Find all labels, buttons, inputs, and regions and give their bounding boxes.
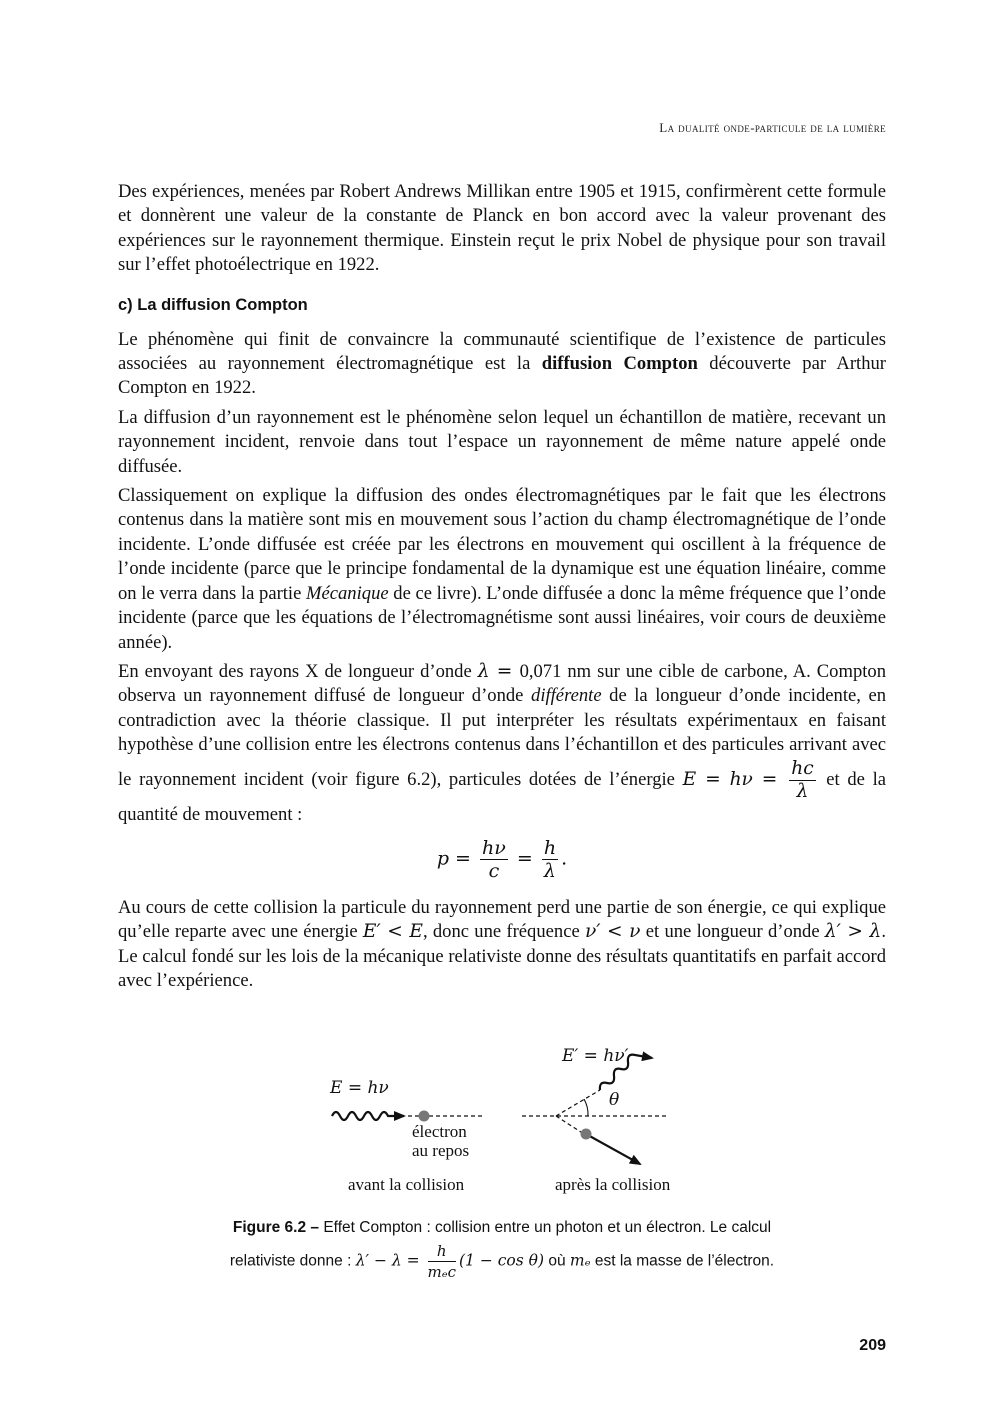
fraction-hnu-c: [480, 837, 508, 882]
running-head: [659, 120, 886, 136]
math-frequency-inequality: ν′ < ν: [584, 921, 641, 943]
after-collision-label: après la collision: [555, 1175, 671, 1194]
text-run: de la longueur d’onde incidente, en contradiction avec la théorie classique. Il put interpréter les résultats expérimentaux en faisant hypothèse d’une collision entre les électrons contenus dans l’échantillon et des particules arrivant avec le rayonnement incident (voir figure 6.2), particules dotées de l’énergie: [118, 685, 887, 790]
caption-line-2: [150, 1241, 854, 1282]
fraction-numerator: hν: [482, 836, 506, 859]
caption-text: où: [544, 1252, 570, 1270]
math-equals: =: [510, 847, 539, 870]
text-run: Classiquement on explique la diffusion des ondes électromagnétiques par le fait que les électrons contenus dans la matière sont mis en mouvement sous l’action du champ électromagnétique de l’onde incidente. L’onde diffusée est créée par les électrons en mouvement qui oscillent à la fréquence de l’onde incidente (parce que le principe fondamental de la dynamique est une équation linéaire, comme on le verra dans la partie: [118, 485, 886, 604]
math-lambda: λ =: [477, 660, 520, 682]
scattered-energy-label: E′ = hν′: [562, 1046, 629, 1066]
scattering-angle-arc: [584, 1099, 588, 1116]
caption-fraction: [428, 1241, 456, 1282]
photon-direction-dashed: [556, 1090, 600, 1116]
math-energy-inequality: E′ < E: [362, 921, 423, 943]
fraction-denominator: mₑc: [427, 1263, 456, 1281]
running-title: La dualité onde-particule de la lumière: [659, 120, 886, 135]
electron-at-rest: [419, 1111, 430, 1122]
fraction-numerator: hc: [791, 757, 814, 779]
fraction-hc-lambda: [789, 758, 815, 803]
caption-math-rhs: (1 − cos θ): [458, 1251, 545, 1270]
text-run: En envoyant des rayons X de longueur d’onde: [118, 660, 478, 682]
before-collision-label: avant la collision: [348, 1175, 465, 1194]
fraction-denominator: λ: [796, 780, 809, 802]
angle-label: θ: [609, 1090, 620, 1110]
math-energy: E = hν =: [682, 768, 787, 790]
paragraph-experiment: [118, 660, 886, 827]
text-run: , donc une fréquence: [422, 921, 585, 943]
recoil-electron-arrow: [586, 1134, 640, 1164]
section-title: c) La diffusion Compton: [118, 295, 308, 314]
text-run: Au cours de cette collision la particule du rayonnement perd une partie de son énergie, ce qui explique qu’elle reparte avec une énergie: [118, 896, 886, 943]
caption-math-lhs: λ′ − λ =: [355, 1251, 425, 1270]
paragraph-classical: [118, 484, 886, 655]
compton-figure: [300, 1040, 720, 1215]
incident-energy-label: E = hν: [330, 1078, 389, 1098]
bold-term: diffusion Compton: [541, 353, 698, 375]
text-run: sur une cible de carbone, A. Compton observa un rayonnement diffusé de longueur d’onde: [118, 660, 887, 707]
paragraph-definition: La diffusion d’un rayonnement est le phénomène selon lequel un échantillon de matière, recevant un rayonnement incident, renvoie dans tout l’espace un rayonnement de même nature appelé onde diffusée.: [118, 406, 886, 477]
fraction-denominator: c: [488, 859, 500, 882]
italic-term: différente: [531, 685, 602, 707]
text-run: de ce livre). L’onde diffusée a donc la même fréquence que l’onde incidente (parce que les équations de l’électromagnétisme sont aussi linéaires, voir cours de deuxième année).: [118, 582, 886, 653]
momentum-equation: [118, 837, 886, 882]
math-p: p =: [436, 847, 478, 870]
electron-label: électron: [412, 1122, 467, 1141]
text-run: découverte par Arthur Compton en 1922.: [118, 353, 886, 399]
caption-label: Figure 6.2 –: [232, 1219, 320, 1236]
math-wavelength-inequality: λ′ > λ: [824, 921, 882, 943]
text-run: et une longueur d’onde: [640, 921, 825, 943]
italic-term: Mécanique: [306, 582, 389, 604]
text-run: . Le calcul fondé sur les lois de la mécanique relativiste donne des résultats quantitatifs en parfait accord avec l’expérience.: [118, 921, 886, 992]
text-run: et de la quantité de mouvement :: [118, 768, 886, 825]
caption-text: Effet Compton : collision entre un photon et un électron. Le calcul: [323, 1219, 772, 1236]
caption-line-1: [150, 1215, 854, 1241]
fraction-h-lambda: [542, 837, 558, 882]
wavelength-value: 0,071 nm: [519, 660, 592, 682]
math-period: .: [561, 847, 568, 870]
fraction-numerator: h: [428, 1241, 456, 1262]
fraction-numerator: h: [543, 836, 557, 859]
figure-caption: [150, 1215, 854, 1282]
recoil-electron: [581, 1129, 592, 1140]
incident-photon-wave: [332, 1112, 404, 1120]
body-text: [118, 180, 886, 999]
page-number: 209: [859, 1337, 886, 1354]
paragraph-collision: [118, 896, 886, 994]
caption-mass-symbol: mₑ: [569, 1251, 591, 1270]
text-run: Le phénomène qui finit de convaincre la communauté scientifique de l’existence de particules associées au rayonnement électromagnétique est la: [118, 328, 886, 375]
paragraph-millikan: Des expériences, menées par Robert Andrews Millikan entre 1905 et 1915, confirmèrent cette formule et donnèrent une valeur de la constante de Planck en bon accord avec la valeur provenant des expériences sur le rayonnement thermique. Einstein reçut le prix Nobel de physique pour son travail sur l’effet photoélectrique en 1922.: [118, 181, 886, 276]
fraction-denominator: λ: [543, 859, 556, 882]
paragraph-compton-intro: [118, 328, 886, 401]
caption-text: est la masse de l’électron.: [590, 1252, 775, 1270]
at-rest-label: au repos: [412, 1141, 470, 1160]
electron-direction-dashed: [556, 1116, 584, 1134]
caption-text: relativiste donne :: [229, 1252, 356, 1270]
